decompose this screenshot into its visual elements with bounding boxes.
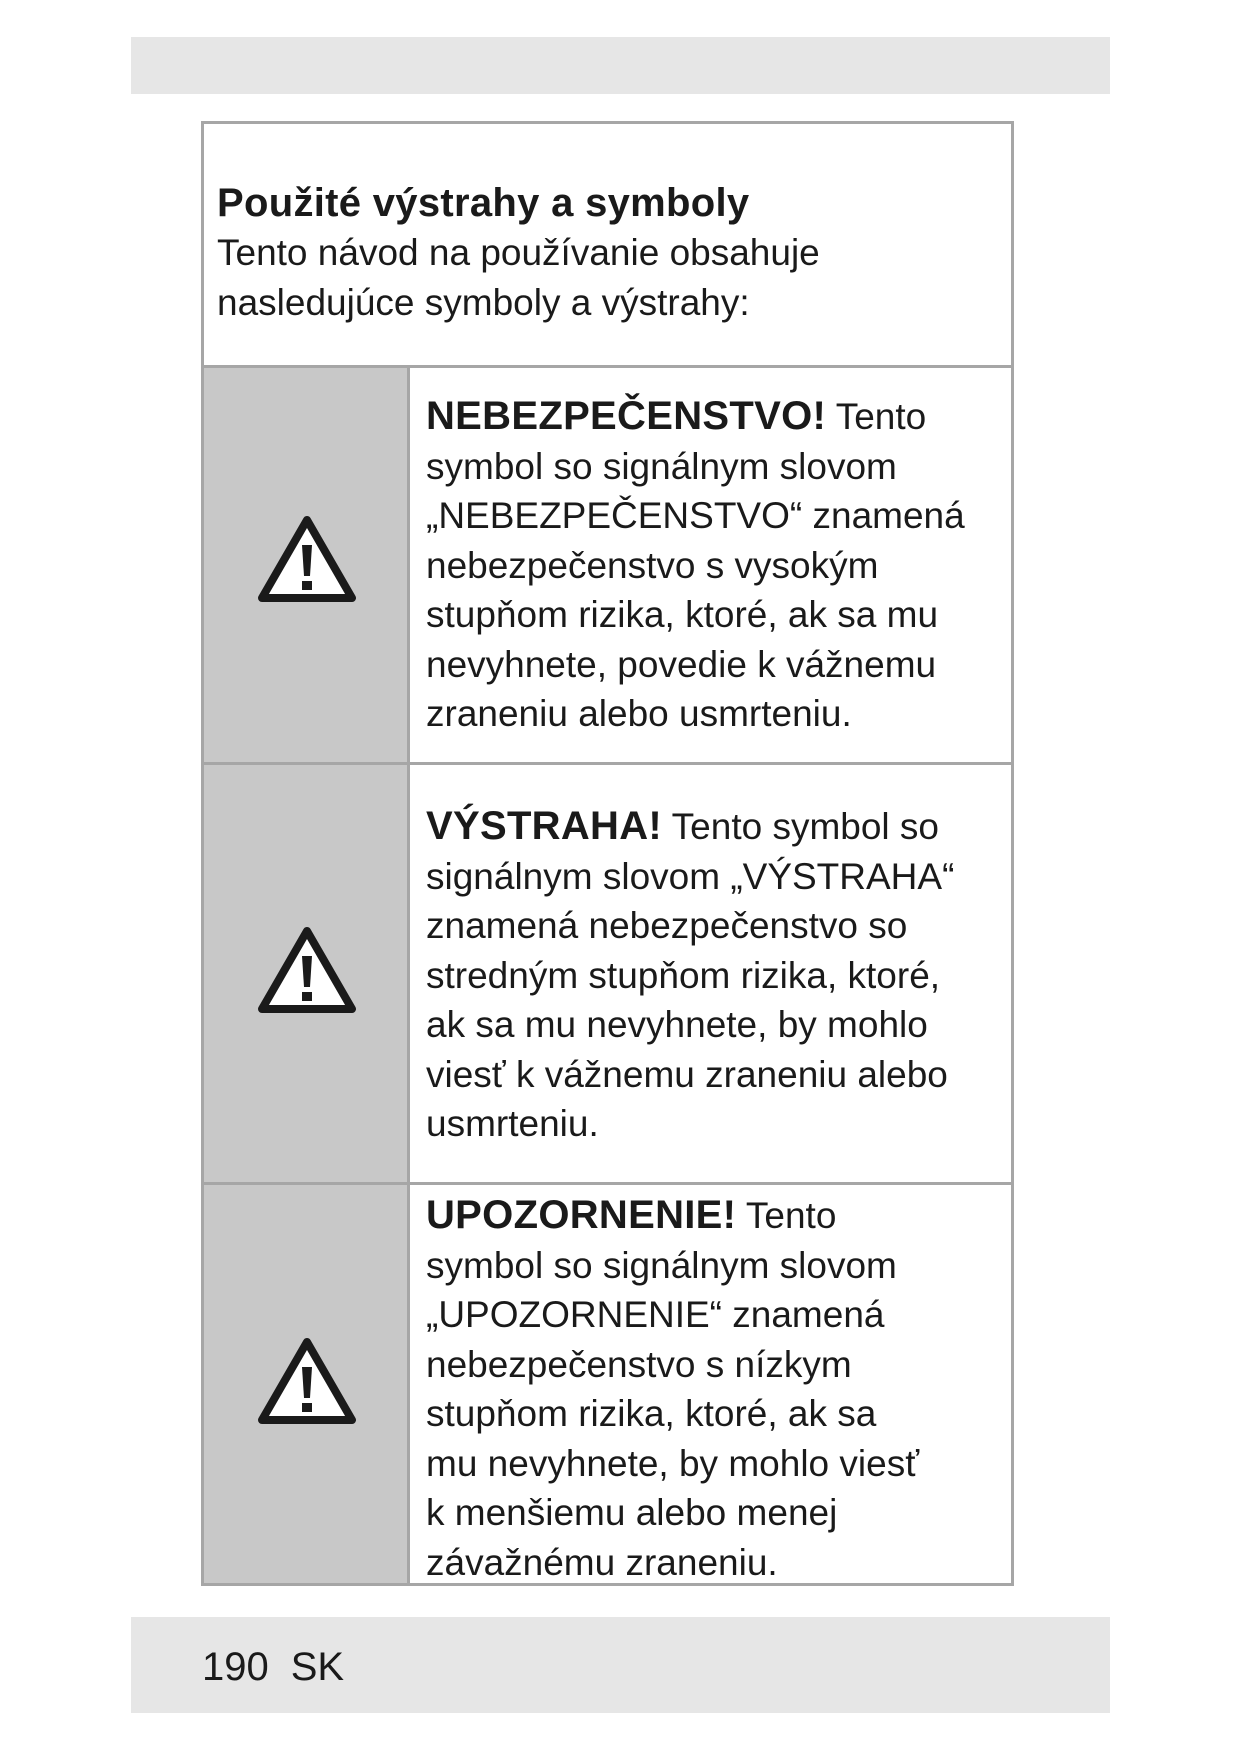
warning-line: nevyhnete, povedie k vážnemu: [426, 643, 937, 685]
intro-line: Tento návod na používanie obsahuje: [217, 232, 820, 273]
warning-line: stupňom rizika, ktoré, ak sa mu: [426, 594, 939, 635]
icon-cell: [204, 368, 410, 762]
warning-line: závažnému zraneniu.: [426, 1541, 778, 1583]
warning-row-warning: [204, 765, 1011, 1185]
signal-word: NEBEZPEČENSTVO!: [426, 394, 827, 438]
signal-word: VÝSTRAHA!: [426, 804, 663, 848]
warning-line: k menšiemu alebo menej: [426, 1492, 838, 1533]
warnings-table: [201, 121, 1014, 1586]
warning-triangle-icon: [257, 514, 357, 604]
warning-row-danger: [204, 368, 1011, 765]
signal-word: UPOZORNENIE!: [426, 1193, 737, 1237]
warning-line: ak sa mu nevyhnete, by mohlo: [426, 1004, 928, 1045]
page-number: 190: [202, 1645, 269, 1689]
warning-line: znamená nebezpečenstvo so: [426, 905, 908, 946]
intro-line: nasledujúce symboly a výstrahy:: [217, 282, 750, 323]
warning-line: zraneniu alebo usmrteniu.: [426, 693, 852, 734]
warning-line: stredným stupňom rizika, ktoré,: [426, 954, 941, 996]
warning-text: [426, 802, 996, 1149]
intro-text: [217, 228, 997, 328]
warning-text: [426, 1191, 996, 1587]
warning-line: „UPOZORNENIE“ znamená: [426, 1294, 885, 1335]
warning-row-caution: [204, 1185, 1011, 1583]
warning-line: Tento: [736, 1195, 837, 1236]
warning-line: symbol so signálnym slovom: [426, 1244, 897, 1286]
warning-text: [426, 392, 996, 739]
language-code: SK: [290, 1645, 345, 1689]
footer-band: [131, 1617, 1110, 1713]
warning-line: usmrteniu.: [426, 1103, 599, 1144]
warning-line: viesť k vážnemu zraneniu alebo: [426, 1053, 948, 1095]
warning-line: stupňom rizika, ktoré, ak sa: [426, 1393, 877, 1434]
warning-line: Tento: [826, 396, 927, 437]
warning-line: mu nevyhnete, by mohlo viesť: [426, 1442, 920, 1484]
intro-section: [204, 124, 1011, 368]
warning-triangle-icon: [257, 925, 357, 1015]
warning-line: „NEBEZPEČENSTVO“ znamená: [426, 495, 965, 536]
warning-line: nebezpečenstvo s nízkym: [426, 1343, 852, 1385]
warning-line: symbol so signálnym slovom: [426, 445, 897, 487]
warning-line: signálnym slovom „VÝSTRAHA“: [426, 855, 955, 897]
warning-triangle-icon: [257, 1336, 357, 1426]
icon-cell: [204, 1185, 410, 1583]
warning-line: nebezpečenstvo s vysokým: [426, 544, 879, 586]
page-footer: [202, 1645, 344, 1689]
header-band: [131, 37, 1110, 94]
icon-cell: [204, 765, 410, 1182]
warning-line: Tento symbol so: [662, 806, 940, 847]
section-title: Použité výstrahy a symboly: [217, 181, 750, 225]
